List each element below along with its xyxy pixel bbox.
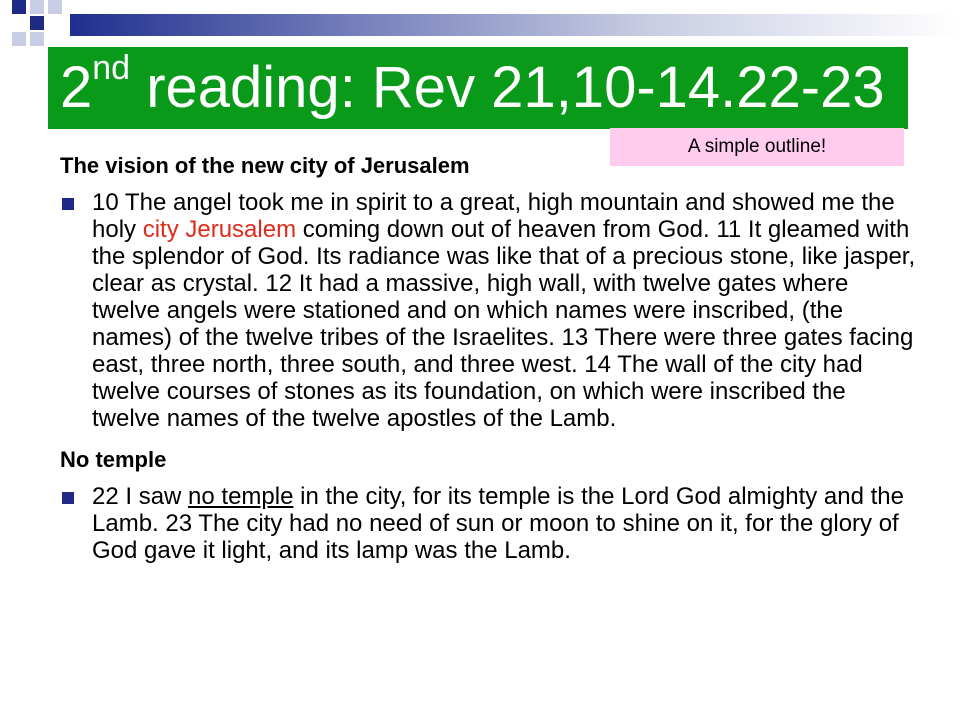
- underlined-no-temple: no temple: [188, 483, 294, 510]
- corner-square: [48, 0, 62, 14]
- title-superscript: nd: [92, 48, 131, 87]
- header-gradient-bar: [70, 14, 960, 36]
- slide-content: [60, 152, 920, 576]
- corner-square: [30, 32, 44, 46]
- corner-square: [12, 0, 26, 14]
- section-heading-vision: The vision of the new city of Jerusalem: [60, 153, 470, 178]
- corner-square: [30, 0, 44, 14]
- section-heading-no-temple: No temple: [60, 447, 167, 472]
- outline-note: A simple outline!: [610, 128, 904, 166]
- corner-square: [12, 32, 26, 46]
- bullet-verses-10-14: 10 The angel took me in spirit to a great, high mountain and showed me the holy city Jerusalem coming down out of heaven from God. 11 It gleamed with the splendor of God. Its radiance was like that of a precious stone, like jasper, clear as crystal. 12 It had a massive, high wall, with twelve gates where twelve angels were stationed and on which names were inscribed, (the names) of the twelve tribes of the Israelites. 13 There were three gates facing east, three north, three south, and three west. 14 The wall of the city had twelve courses of stones as its foundation, on which were inscribed the twelve names of the twelve apostles of the Lamb.: [60, 189, 920, 432]
- square-bullet-icon: [62, 492, 74, 504]
- highlight-city-jerusalem: city Jerusalem: [142, 216, 297, 243]
- square-bullet-icon: [62, 198, 74, 210]
- corner-square: [30, 16, 44, 30]
- page-title: 2nd reading: Rev 21,10-14.22-23: [60, 48, 885, 120]
- bullet-verses-22-23: 22 I saw no temple in the city, for its temple is the Lord God almighty and the Lamb. 23 The city had no need of sun or moon to shine on it, for the glory of God gave it light, and its lamp was the Lamb.: [60, 483, 920, 564]
